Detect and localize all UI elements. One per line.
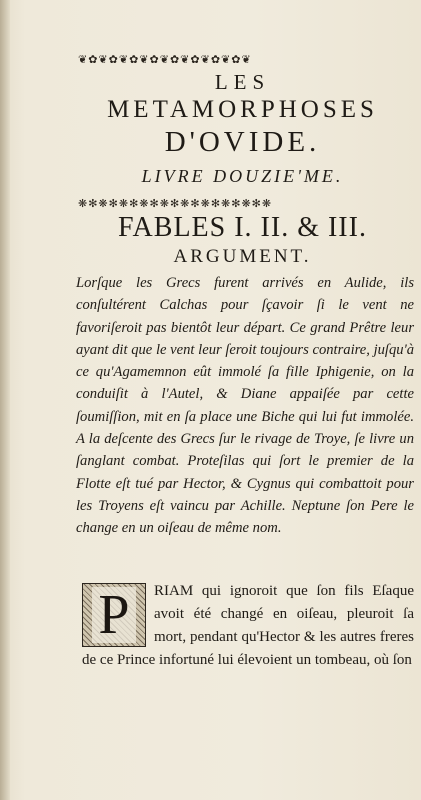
argument-heading: ARGUMENT.: [173, 246, 312, 267]
title-ovide: D'OVIDE.: [164, 126, 321, 158]
body-paragraph: [82, 580, 414, 672]
mid-ornament-band: [78, 196, 405, 210]
mid-ornament: ❋✻❋✻❋✻❋✻❋✻❋✻❋✻❋✻❋✻❋: [78, 197, 273, 210]
dropcap-letter: P: [92, 587, 135, 643]
top-ornament: ❦✿❦✿❦✿❦✿❦✿❦✿❦✿❦✿❦: [78, 53, 252, 66]
argument-paragraph: Lorſque les Grecs furent arrivés en Aulide, ils conſultérent Calchas pour ſçavoir ſi le vent ne favoriſeroit pas bientôt leur départ. Ce grand Prêtre leur ayant dit que le vent leur ſeroit toujours contraire, juſqu'à ce qu'Agamemnon eût immolé ſa fille Iphigenie, on la conduiſit à l'Autel, & Diane appaiſée par cette ſoumiſſion, mit en ſa place une Biche qui lui fut immolée. A la deſcente des Grecs ſur le rivage de Troye, ſe livre un ſanglant combat. Proteſilas qui ſort le premier de la Flotte eſt tué par Hector, & Cygnus qui combattoit pour les Troyens eſt vaincu par Achille. Neptune ſon Pere le change en un oiſeau de même nom.: [76, 275, 414, 537]
page-gutter-shadow: [0, 0, 10, 800]
title-metamorphoses: METAMORPHOSES: [107, 96, 378, 123]
top-ornament-band: [78, 52, 405, 66]
fables-heading: FABLES I. II. & III.: [118, 212, 367, 243]
decorated-initial: [82, 583, 146, 647]
title-les: LES: [214, 70, 271, 94]
body-text: RIAM qui ignoroit que ſon fils Eſaque avoit été changé en oiſeau, pleuroit ſa mort, pendant qu'Hector & les autres freres de ce Prince infortuné lui élevoient un tombeau, où ſon: [82, 583, 414, 668]
book-number-heading: LIVRE DOUZIE'ME.: [141, 166, 344, 186]
